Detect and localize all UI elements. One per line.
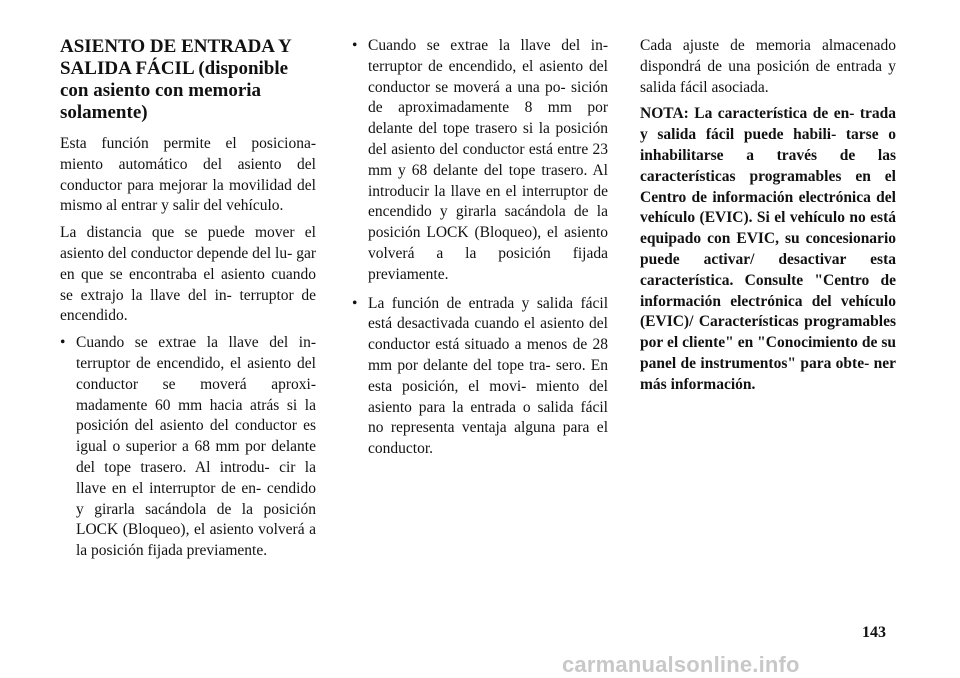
bullet-list-middle: [352, 36, 608, 460]
bullet-item: [352, 36, 608, 286]
section-heading: ASIENTO DE ENTRADA Y SALIDA FÁCIL (disponible con asiento con memoria solamente): [60, 36, 292, 123]
column-left: [60, 36, 316, 570]
note-paragraph: NOTA: La característica de en- trada y salida fácil puede habili- tarse o inhabilitarse a través de las características programables en el Centro de información electrónica del vehículo (EVIC). Si el vehículo no está equipado con EVIC, su concesionario puede activar/ desactivar esta característica. Consulte "Centro de información electrónica del vehículo (EVIC)/ Características programables por el cliente" en "Conocimiento de su panel de instrumentos" para obte- ner más información.: [640, 105, 896, 393]
bullet-item: [60, 333, 316, 562]
memory-paragraph: Cada ajuste de memoria almacenado dispondrá de una posición de entrada y salida fácil asociada.: [640, 37, 896, 96]
watermark: carmanualsonline.info: [562, 652, 800, 677]
bullet-icon: •: [352, 294, 358, 312]
bullet-text: La función de entrada y salida fácil está desactivada cuando el asiento del conductor está situado a menos de 28 mm por delante del tope tra- sero. En esta posición, el movi- miento del asiento para la entrada o salida fácil no representa ventaja alguna para el conductor.: [368, 294, 608, 458]
bullet-icon: •: [60, 334, 66, 352]
bullet-list-left: [60, 333, 316, 562]
bullet-text: Cuando se extrae la llave del in- terruptor de encendido, el asiento del conductor se moverá a una po- sición de aproximadamente 8 mm por delante del tope trasero si la posición del asiento del conductor está entre 23 mm y 68 delante del tope trasero. Al introducir la llave en el interruptor de encendido y girarla sacándola de la posición LOCK (Bloqueo), el asiento volverá a la posición fijada previamente.: [368, 37, 608, 283]
bullet-item: [352, 294, 608, 460]
page-number: 143: [862, 624, 886, 641]
bullet-text: Cuando se extrae la llave del in- terruptor de encendido, el asiento del conductor se moverá aproxi- madamente 60 mm hacia atrás si la posición del asiento del conductor es igual o superior a 68 mm por delante del tope trasero. Al introdu- cir la llave en el interruptor de en- cendido y girarla sacándola de la posición LOCK (Bloqueo), el asiento volverá a la posición fijada previamente.: [76, 334, 316, 560]
column-right: [640, 36, 896, 396]
distance-paragraph: La distancia que se puede mover el asiento del conductor depende del lu- gar en que se encontraba el asiento cuando se extrajo la llave del in- terruptor de encendido.: [60, 224, 316, 325]
column-middle: [352, 36, 608, 468]
bullet-icon: •: [352, 37, 358, 54]
intro-paragraph: Esta función permite el posiciona- miento automático del asiento del conductor para mejorar la movilidad del mismo al entrar y salir del vehículo.: [60, 135, 316, 215]
